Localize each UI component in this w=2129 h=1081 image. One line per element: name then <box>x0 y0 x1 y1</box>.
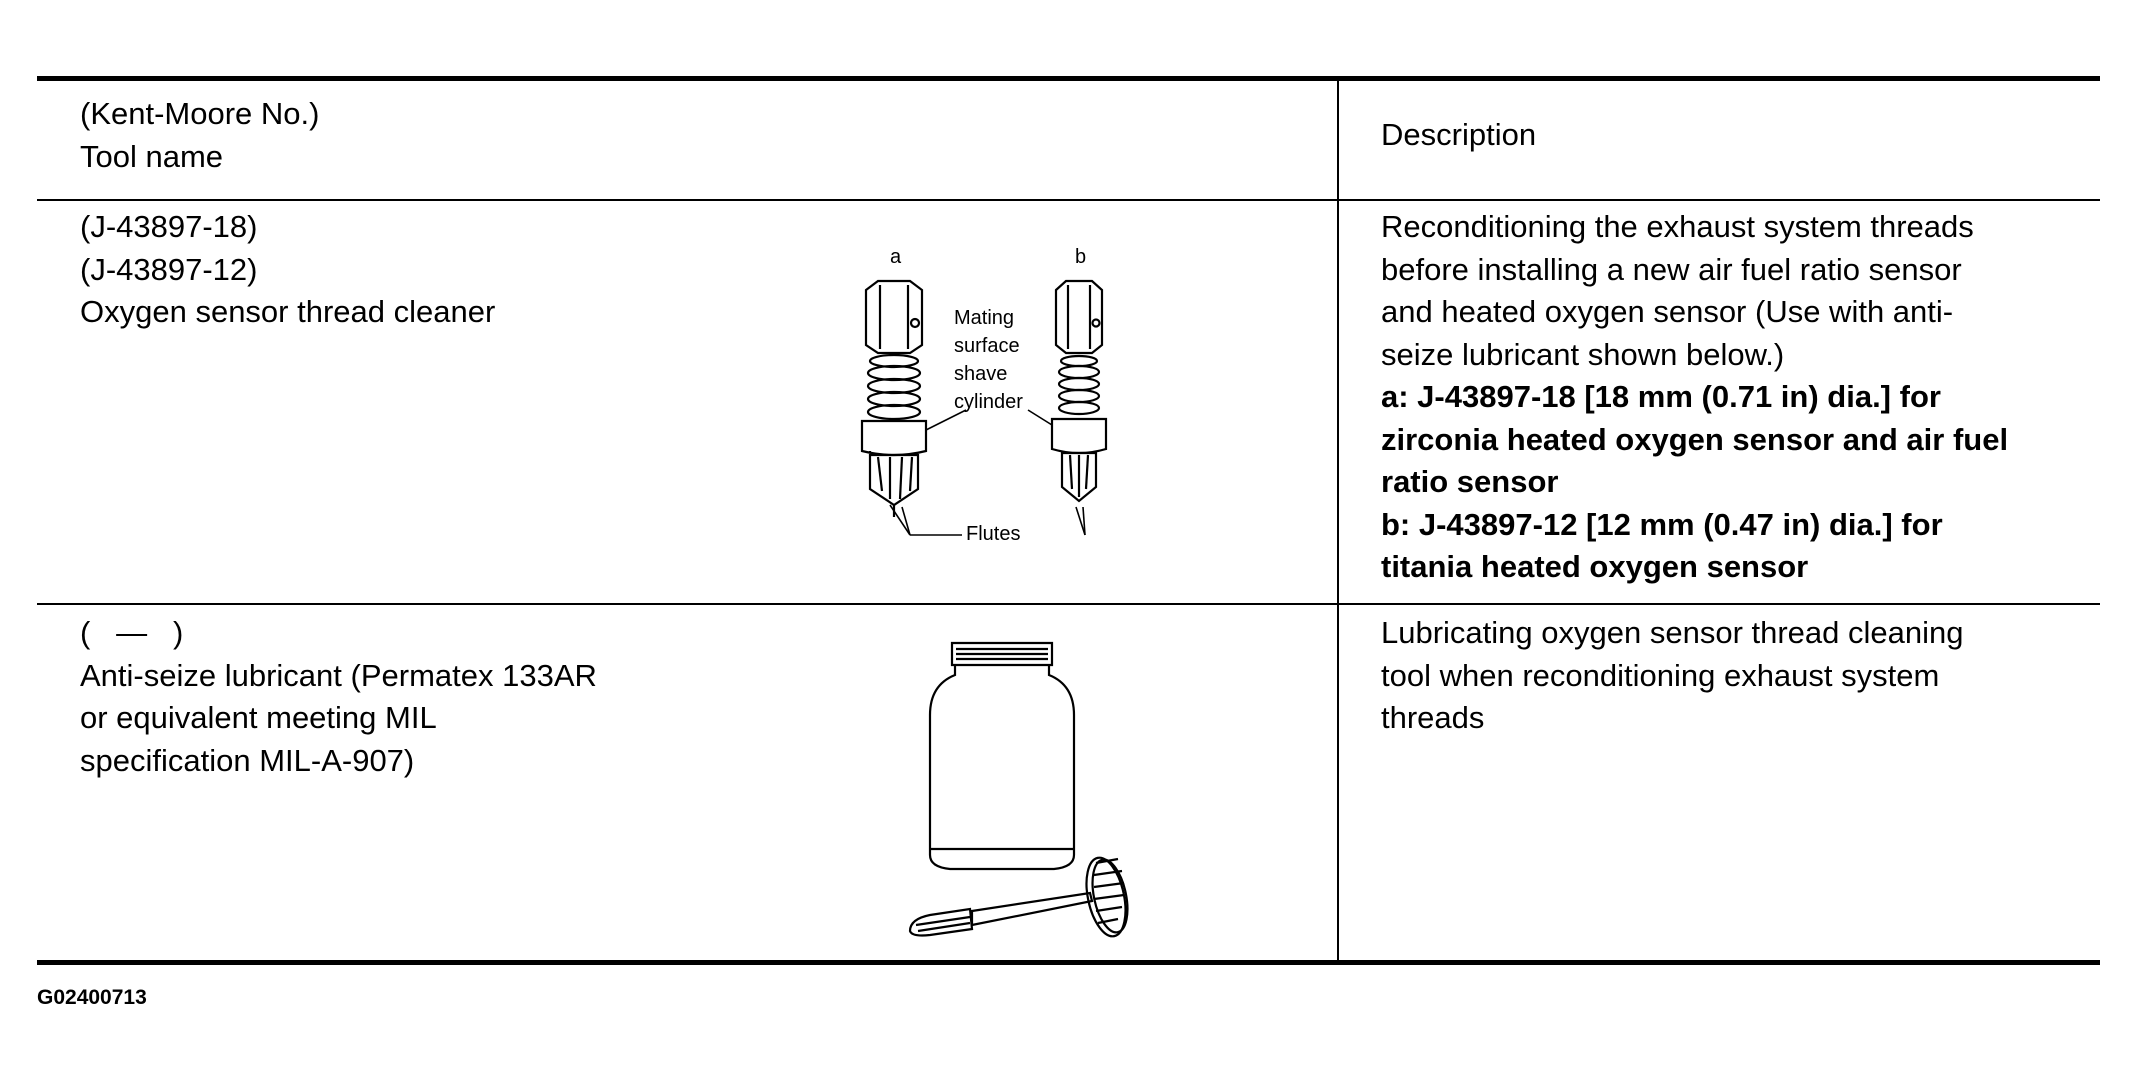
thread-cleaner-a-icon <box>862 281 926 517</box>
table-bottom-rule <box>37 960 2100 965</box>
callout-leader-lines <box>890 410 1085 535</box>
row2-tool-number: ( — ) <box>80 615 184 650</box>
lubricant-bottle-icon <box>930 643 1074 869</box>
header-tool-name <box>80 93 319 178</box>
thread-cleaner-b-icon <box>1052 281 1106 501</box>
row1-desc-line: Reconditioning the exhaust system threads <box>1381 209 1974 244</box>
label-cylinder: cylinder <box>954 391 1023 413</box>
row2-desc-line: threads <box>1381 700 1485 735</box>
row2-desc-line: tool when reconditioning exhaust system <box>1381 657 1940 693</box>
table-column-divider <box>1337 76 1339 965</box>
row1-desc-bold-line: b: J-43897-12 [12 mm (0.47 in) dia.] for <box>1381 506 1943 542</box>
label-shave: shave <box>954 363 1008 385</box>
row1-desc-bold-line: a: J-43897-18 [18 mm (0.71 in) dia.] for <box>1381 379 1941 414</box>
header-description-label: Description <box>1381 117 1537 152</box>
header-description <box>1381 114 1536 157</box>
row1-desc-bold-line: titania heated oxygen sensor <box>1381 549 1809 584</box>
figure-reference-code: G02400713 <box>37 986 147 1009</box>
label-surface: surface <box>954 335 1020 357</box>
label-mating: Mating <box>954 307 1015 329</box>
thread-cleaner-illustration <box>830 245 1150 555</box>
table-row-divider <box>37 603 2100 605</box>
row1-desc-line: before installing a new air fuel ratio sensor <box>1381 251 1962 287</box>
table-top-rule <box>37 76 2100 81</box>
row1-desc-line: seize lubricant shown below.) <box>1381 336 1785 372</box>
row2-tool-name: or equivalent meeting MIL <box>80 700 437 735</box>
row2-tool-name: Anti-seize lubricant (Permatex 133AR <box>80 657 597 693</box>
header-tool-name-label: Tool name <box>80 138 224 174</box>
label-b: b <box>1075 246 1087 268</box>
label-a: a <box>890 246 902 268</box>
row2-tool-name: specification MIL-A-907) <box>80 742 415 778</box>
row1-desc-bold-line: ratio sensor <box>1381 464 1559 499</box>
row2-desc-line: Lubricating oxygen sensor thread cleaning <box>1381 615 1964 650</box>
table-header-rule <box>37 199 2100 201</box>
row1-tool-cell <box>80 206 495 334</box>
row1-tool-number-a: (J-43897-18) <box>80 209 258 244</box>
row1-tool-number-b: (J-43897-12) <box>80 251 258 287</box>
lubricant-bottle-brush-illustration <box>900 635 1150 945</box>
row2-description-cell <box>1381 612 1964 740</box>
row1-desc-bold-line: zirconia heated oxygen sensor and air fuel <box>1381 421 2009 457</box>
header-kent-moore-label: (Kent-Moore No.) <box>80 96 320 131</box>
row1-description-cell <box>1381 206 2008 589</box>
row2-tool-cell <box>80 612 597 782</box>
row1-desc-line: and heated oxygen sensor (Use with anti- <box>1381 294 1954 329</box>
row1-tool-name: Oxygen sensor thread cleaner <box>80 294 496 329</box>
label-flutes: Flutes <box>966 523 1021 545</box>
